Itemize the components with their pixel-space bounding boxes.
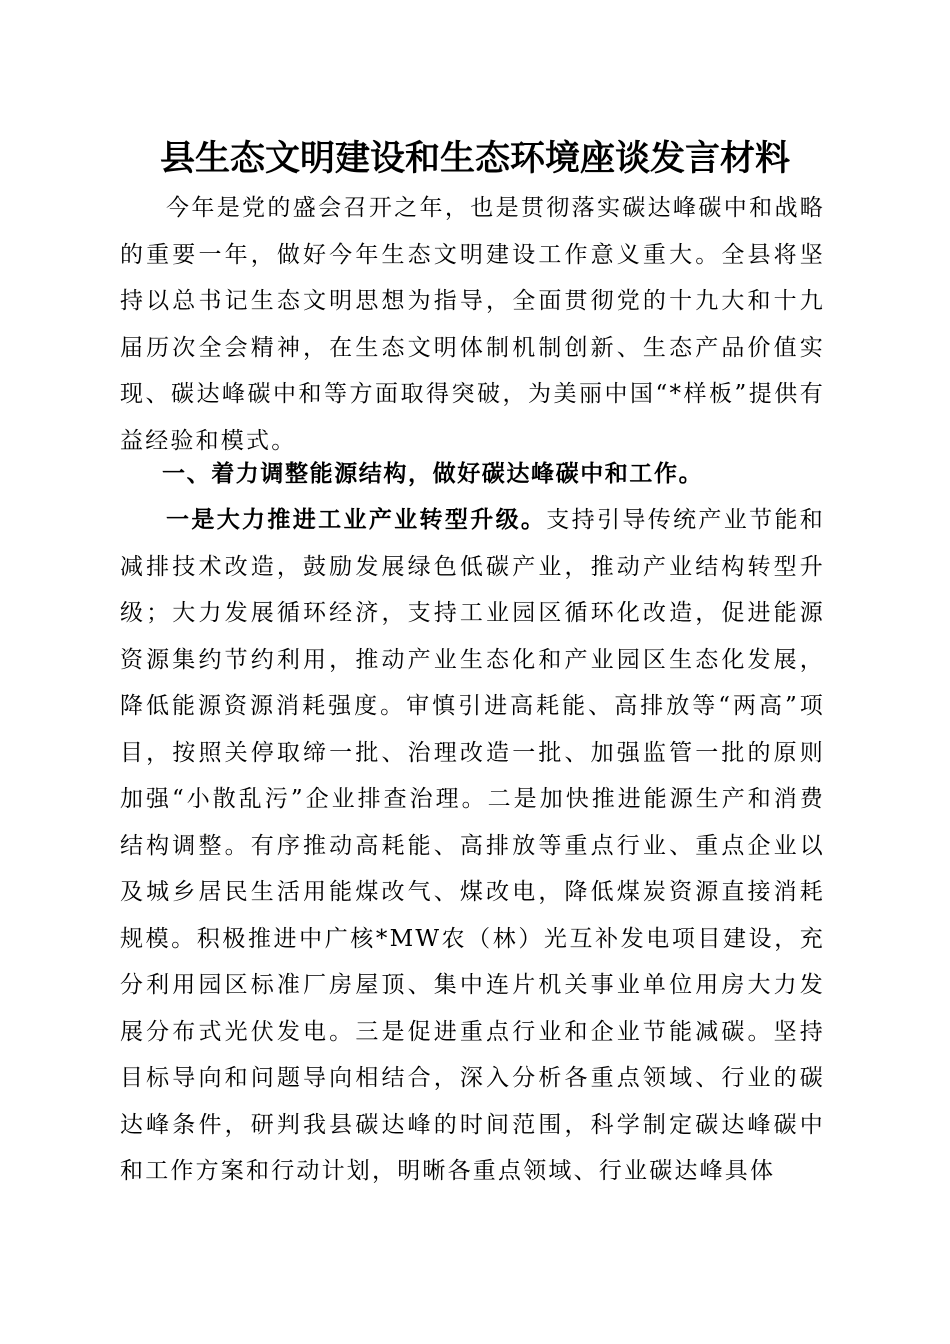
section-lead-sentence: 一是大力推进工业产业转型升级。 xyxy=(166,507,547,533)
document-title: 县生态文明建设和生态环境座谈发言材料 xyxy=(159,138,790,179)
section-heading: 一、着力调整能源结构，做好碳达峰碳中和工作。 xyxy=(162,461,704,487)
section-body-text: 支持引导传统产业节能和减排技术改造，鼓励发展绿色低碳产业，推动产业结构转型升级；大力发展循环经济，支持工业园区循环化改造，促进能源资源集约节约利用，推动产业生态化和产业园区生态化发展，降低能源资源消耗强度。审慎引进高耗能、高排放等“两高”项目，按照关停取缔一批、治理改造一批、加强监管一批的原则加强“小散乱污”企业排查治理。二是加快推进能源生产和消费结构调整。有序推动高耗能、高排放等重点行业、重点企业以及城乡居民生活用能煤改气、煤改电，降低煤炭资源直接消耗规模。积极推进中广核*MW农（林）光互补发电项目建设，充分利用园区标准厂房屋顶、集中连片机关事业单位用房大力发展分布式光伏发电。三是促进重点行业和企业节能减碳。坚持目标导向和问题导向相结合，深入分析各重点领域、行业的碳达峰条件，研判我县碳达峰的时间范围，科学制定碳达峰碳中和工作方案和行动计划，明晰各重点领域、行业碳达峰具体 xyxy=(120,507,826,1184)
intro-paragraph: 今年是党的盛会召开之年，也是贯彻落实碳达峰碳中和战略的重要一年，做好今年生态文明建设工作意义重大。全县将坚持以总书记生态文明思想为指导，全面贯彻党的十九大和十九届历次全会精神，在生态文明体制机制创新、生态产品价值实现、碳达峰碳中和等方面取得突破，为美丽中国“*样板”提供有益经验和模式。 xyxy=(120,195,825,454)
section-paragraph xyxy=(120,497,825,1195)
